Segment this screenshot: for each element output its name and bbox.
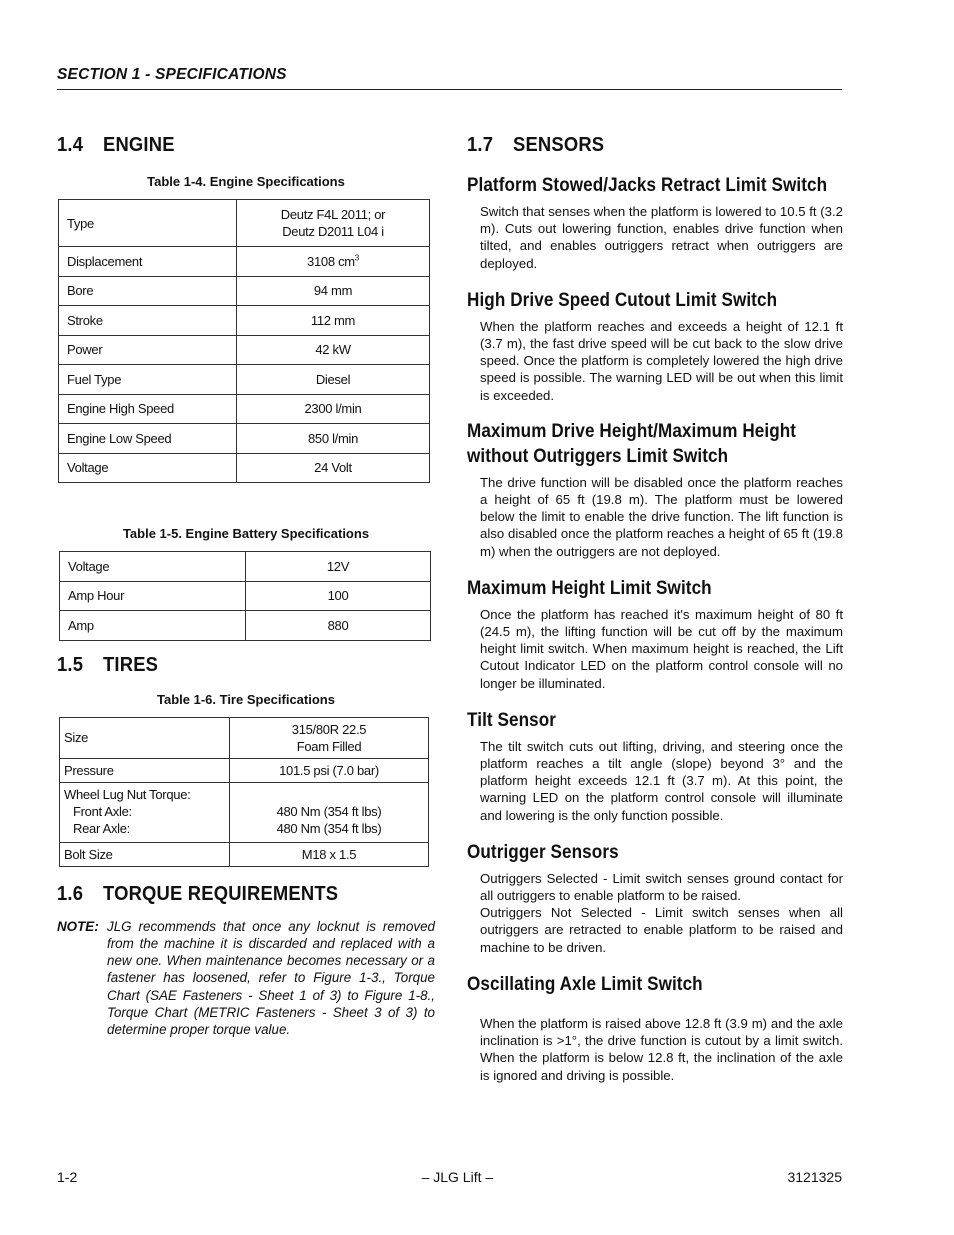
page-number: 1-2: [57, 1169, 78, 1185]
spec-value-line1: Deutz F4L 2011; or: [280, 207, 386, 222]
footer-center: – JLG Lift –: [421, 1169, 494, 1185]
spec-value: 94 mm: [237, 276, 430, 306]
spec-label: Voltage: [60, 552, 246, 582]
spec-value: 880: [246, 611, 431, 641]
sensor-description-2: Outriggers Not Selected - Limit switch senses when all outriggers are retracted to enable platform to be raised and machine to be driven.: [480, 905, 843, 955]
table-row: [60, 611, 431, 641]
table-row: [59, 424, 430, 454]
table-row: [60, 717, 429, 758]
sensor-heading: Maximum Drive Height/Maximum Height without Outriggers Limit Switch: [467, 420, 797, 467]
spec-label: Fuel Type: [59, 365, 237, 395]
sensor-heading: High Drive Speed Cutout Limit Switch: [467, 289, 778, 311]
engine-spec-table: [58, 199, 430, 483]
spec-label: Voltage: [59, 453, 237, 483]
spec-value: [237, 247, 430, 277]
page-footer: [57, 1169, 842, 1185]
table-row: [59, 306, 430, 336]
spec-value-line2: Deutz D2011 L04 i: [282, 224, 384, 239]
engine-heading: [57, 134, 405, 157]
spec-value: 100: [246, 581, 431, 611]
spec-label: Displacement: [59, 247, 237, 277]
document-number: 3121325: [787, 1169, 842, 1185]
spec-label: Type: [59, 200, 237, 247]
tires-title: TIRES: [103, 653, 159, 676]
spec-label: Bolt Size: [60, 842, 230, 866]
engine-table-caption: Table 1-4. Engine Specifications: [147, 174, 345, 189]
table-row: [59, 335, 430, 365]
spec-label: Power: [59, 335, 237, 365]
spec-label: Amp: [60, 611, 246, 641]
spec-value: 2300 l/min: [237, 394, 430, 424]
spec-value-text: 3108 cm: [307, 253, 355, 269]
right-column: [467, 130, 843, 1084]
sensor-heading: Maximum Height Limit Switch: [467, 577, 712, 599]
spec-value: 12V: [246, 552, 431, 582]
table-row: [59, 365, 430, 395]
sensor-description: When the platform is raised above 12.8 ft (3.9 m) and the axle inclination is >1°, the drive function is cutout by a limit switch. When the platform is below 12.8 ft, the inclination of the axle is ignored and driving is possible.: [480, 1015, 843, 1083]
sensor-description: When the platform reaches and exceeds a height of 12.1 ft (3.7 m), the fast drive speed will be cut back to the slow drive speed. Once the platform is completely lowered the high drive speed is possible. The warning LED will be out when this limit is exceeded.: [480, 318, 843, 403]
tire-spec-table: [59, 717, 429, 867]
spec-label: Pressure: [60, 758, 230, 782]
table-row: [60, 842, 429, 866]
sensor-heading: Oscillating Axle Limit Switch: [467, 973, 703, 995]
left-column: [57, 130, 435, 1039]
section-title: SECTION 1 - SPECIFICATIONS: [57, 66, 287, 83]
sensor-description: Once the platform has reached it's maximum height of 80 ft (24.5 m), the lifting function will be cut off by the maximum height limit switch. When maximum height is reached, the Lift Cutout Indicator LED on the platform control console will no longer be illuminated.: [480, 606, 843, 691]
table-row: [60, 552, 431, 582]
torque-title: TORQUE REQUIREMENTS: [103, 882, 339, 905]
spec-label: [60, 782, 230, 842]
table-row: [60, 782, 429, 842]
front-axle-value: 480 Nm (354 ft lbs): [276, 803, 382, 819]
sensor-description: The tilt switch cuts out lifting, driving, and steering once the platform reaches a tilt angle (slope) beyond 3° and the platform height exceeds 12.1 ft (3.7 m). At this point, the warning LED on the platform control console will illuminate and lowering is the only function possible.: [480, 738, 843, 823]
table-row: [59, 453, 430, 483]
spec-value: 112 mm: [237, 306, 430, 336]
spec-label: Engine High Speed: [59, 394, 237, 424]
note-text: JLG recommends that once any locknut is removed from the machine it is discarded and replaced with a new one. When maintenance becomes necessary or a fastener has loosened, refer to Figure 1-3., Torque Chart (SAE Fasteners - Sheet 1 of 3) to Figure 1-8., Torque Chart (METRIC Fasteners - Sheet 3 of 3) to determine proper torque value.: [107, 918, 435, 1038]
spec-value: [230, 717, 429, 758]
table-row: [59, 200, 430, 247]
spec-value: [237, 200, 430, 247]
table-row: [60, 581, 431, 611]
sensor-heading: Tilt Sensor: [467, 709, 557, 731]
table-row: [59, 247, 430, 277]
spec-value: Diesel: [237, 365, 430, 395]
engine-title: ENGINE: [103, 134, 175, 156]
superscript: 3: [354, 253, 359, 263]
torque-number: 1.6: [57, 882, 84, 905]
battery-table-caption: Table 1-5. Engine Battery Specifications: [122, 526, 370, 541]
tires-number: 1.5: [57, 653, 84, 676]
spec-value: M18 x 1.5: [230, 842, 429, 866]
battery-spec-table: [59, 551, 431, 641]
engine-number: 1.4: [57, 134, 84, 156]
spec-value-line1: 315/80R 22.5: [291, 721, 367, 737]
sensors-title: SENSORS: [513, 134, 605, 156]
spec-value: 24 Volt: [237, 453, 430, 483]
table-row: [60, 758, 429, 782]
sensor-description: The drive function will be disabled once the platform reaches a height of 65 ft (19.8 m). The platform must be lowered below the limit to enable the drive function. The lift function is also disabled once the platform reaches a height of 65 ft (19.8 m) when the outriggers are not deployed.: [480, 474, 843, 559]
note-label: NOTE:: [57, 918, 99, 934]
tires-table-caption: Table 1-6. Tire Specifications: [157, 691, 335, 707]
torque-heading: [57, 883, 405, 906]
spec-value: 101.5 psi (7.0 bar): [230, 758, 429, 782]
table-row: [59, 394, 430, 424]
spec-label: Size: [60, 717, 230, 758]
section-header: [57, 66, 842, 90]
rear-axle-value: 480 Nm (354 ft lbs): [276, 820, 382, 836]
spec-value-line2: Foam Filled: [296, 738, 362, 754]
front-axle-label: Front Axle:: [73, 803, 132, 819]
sensors-heading: [467, 134, 813, 157]
table-row: [59, 276, 430, 306]
spec-label: Stroke: [59, 306, 237, 336]
spec-value: [230, 782, 429, 842]
spec-label: Engine Low Speed: [59, 424, 237, 454]
tires-heading: [57, 654, 405, 677]
spec-label: Bore: [59, 276, 237, 306]
sensor-description: Switch that senses when the platform is lowered to 10.5 ft (3.2 m). Cuts out lowering function, enables drive function when tilted, and enables outriggers retract when outriggers are deployed.: [480, 204, 843, 271]
spec-label: Amp Hour: [60, 581, 246, 611]
spec-value: 850 l/min: [237, 424, 430, 454]
sensor-heading: Platform Stowed/Jacks Retract Limit Switch: [467, 175, 828, 196]
spec-value: 42 kW: [237, 335, 430, 365]
rear-axle-label: Rear Axle:: [73, 820, 130, 836]
sensor-description: Outriggers Selected - Limit switch senses ground contact for all outriggers to enable platform to be raised.: [480, 870, 843, 904]
sensor-heading: Outrigger Sensors: [467, 841, 619, 863]
sensors-number: 1.7: [467, 134, 494, 156]
lug-label: Wheel Lug Nut Torque:: [64, 786, 191, 802]
torque-note: [57, 918, 435, 1039]
